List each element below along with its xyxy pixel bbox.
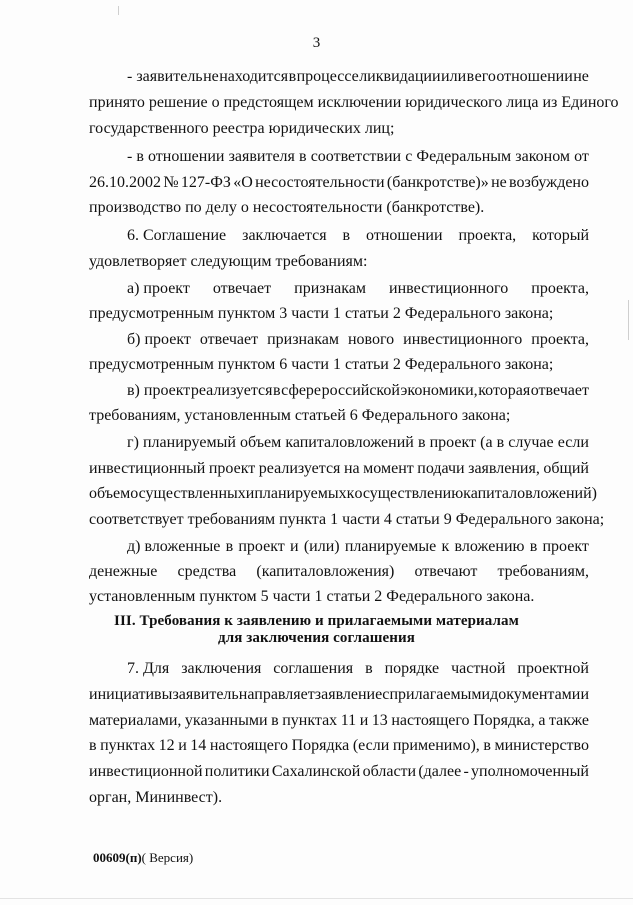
item-d-line-1	[127, 537, 589, 557]
word: которая	[478, 382, 531, 399]
word: применимо),	[392, 737, 480, 754]
word: в	[225, 538, 234, 555]
word: настоящего	[209, 737, 289, 754]
item-v-line-1	[127, 381, 589, 401]
word: проекта,	[531, 331, 589, 348]
word: (или)	[303, 538, 340, 555]
word: 7. Для	[127, 660, 170, 677]
word: 11	[340, 712, 357, 729]
word: -	[463, 763, 469, 780]
item-a-line-1	[127, 279, 589, 299]
word: 14	[190, 737, 207, 754]
word: «О	[233, 174, 253, 191]
para-7-line-6: орган, Мининвест).	[89, 789, 223, 806]
word: а) проект	[127, 280, 190, 297]
word: в	[288, 68, 297, 85]
word: заявитель	[172, 686, 239, 703]
word: не	[203, 68, 219, 85]
word: документами	[490, 686, 581, 703]
word: направляет	[238, 686, 315, 703]
word: осуществлению	[354, 485, 464, 502]
word: (банкротстве)»	[386, 174, 489, 191]
word: заключения	[181, 660, 262, 677]
word: в	[89, 737, 97, 754]
word: в	[365, 660, 373, 677]
word: российской	[321, 382, 400, 399]
para-7-line-3	[89, 711, 589, 731]
word: проектной	[517, 660, 589, 677]
word: экономики,	[400, 382, 478, 399]
word: и	[290, 538, 299, 555]
word: ликвидации	[359, 68, 441, 85]
word: на	[343, 460, 360, 477]
para-liquidation-line-2: принято решение о предстоящем исключении юридического лица из Единого	[89, 94, 619, 111]
word: д) вложенные	[127, 538, 221, 555]
page-number: 3	[312, 35, 321, 51]
item-g-line-1	[127, 433, 589, 453]
word: инвестиционного	[389, 280, 509, 297]
word: случае	[508, 434, 554, 451]
word: в	[496, 434, 505, 451]
section-3-heading-line-2: для заключения соглашения	[218, 630, 415, 646]
word: также	[548, 712, 589, 729]
word: 12	[158, 737, 175, 754]
word: или	[441, 68, 467, 85]
word: уполномоченный	[471, 763, 589, 780]
item-g-line-4: соответствует требованиям пункта 1 части 4 статьи 9 Федерального закона;	[89, 511, 605, 528]
word: заявителя	[228, 148, 295, 165]
word: отвечает	[212, 280, 272, 297]
word: реализуется	[190, 382, 273, 399]
word: отношении	[366, 227, 443, 244]
word: заявление	[314, 686, 383, 703]
item-g-line-3	[89, 484, 598, 504]
word: с	[382, 686, 390, 703]
word: в) проект	[127, 382, 191, 399]
word: а	[538, 712, 546, 729]
para-bankruptcy-line-1	[127, 147, 589, 167]
word: 6. Соглашение	[127, 227, 227, 244]
word: - заявитель	[127, 68, 203, 85]
para-7-line-4	[89, 736, 589, 756]
word: капиталовложений)	[463, 485, 598, 502]
word: сфере	[281, 382, 322, 399]
para-6-line-1	[127, 226, 589, 246]
word: не	[573, 68, 589, 85]
word: проект	[238, 538, 285, 555]
word: материалами,	[89, 712, 182, 729]
word: 26.10.2002	[89, 174, 161, 191]
para-liquidation-line-3: государственного реестра юридических лиц;	[89, 120, 395, 137]
word: отвечает	[530, 382, 589, 399]
word: инвестиционный	[89, 460, 206, 477]
word: в	[342, 227, 351, 244]
word: капиталовложений	[285, 434, 414, 451]
word: (если	[352, 737, 390, 754]
word: несостоятельности	[255, 174, 385, 191]
word: (а	[480, 434, 493, 451]
word: отношении	[148, 148, 225, 165]
item-b-line-1	[127, 330, 589, 350]
word: области	[362, 763, 417, 780]
word: инициативы	[89, 686, 173, 703]
word: заключается	[242, 227, 327, 244]
word: законом	[515, 148, 571, 165]
word: момент	[363, 460, 414, 477]
word: в	[417, 434, 426, 451]
para-bankruptcy-line-3: производство по делу о несостоятельности (банкротстве).	[89, 199, 485, 216]
word: соглашения	[273, 660, 354, 677]
word: планируемый	[142, 434, 236, 451]
word: в	[273, 382, 281, 399]
word: и	[178, 737, 187, 754]
word: с	[405, 148, 413, 165]
word: 13	[371, 712, 388, 729]
word: средства	[177, 563, 237, 580]
word: реализуется	[258, 460, 341, 477]
word: отношении	[496, 68, 573, 85]
word: Порядка	[291, 737, 350, 754]
scan-artifact-bottom	[0, 898, 633, 899]
word: в	[466, 68, 475, 85]
word: прилагаемыми	[389, 686, 491, 703]
word: процессе	[296, 68, 359, 85]
word: к	[441, 538, 450, 555]
word: планируемые	[344, 538, 437, 555]
word: проект	[542, 538, 589, 555]
word: не	[491, 174, 507, 191]
word: пунктах	[100, 737, 156, 754]
word: (капиталовложения)	[256, 563, 395, 580]
para-7-line-2	[89, 685, 589, 705]
word: подачи	[417, 460, 465, 477]
word: в	[529, 538, 538, 555]
word: указанными	[184, 712, 268, 729]
word: проекта,	[458, 227, 517, 244]
word: министерство	[494, 737, 589, 754]
para-6-line-2: удовлетворяет следующим требованиям:	[89, 253, 368, 270]
word: от	[574, 148, 589, 165]
word: планируемых	[254, 485, 347, 502]
word: Порядка,	[473, 712, 535, 729]
word: который	[532, 227, 589, 244]
para-7-line-1	[127, 659, 589, 679]
word: политики	[204, 763, 270, 780]
word: заявления,	[468, 460, 540, 477]
word: (далее	[418, 763, 462, 780]
word: к	[346, 485, 355, 502]
para-bankruptcy-line-2	[89, 173, 589, 193]
word: инвестиционной	[89, 763, 203, 780]
item-d-line-2	[89, 562, 589, 582]
word: Сахалинской	[271, 763, 361, 780]
document-code: 00609(п)	[93, 850, 142, 865]
word: проект	[429, 434, 477, 451]
word: отвечает	[199, 331, 259, 348]
para-7-line-5	[89, 762, 589, 782]
word: частной	[451, 660, 506, 677]
item-g-line-2	[89, 459, 589, 479]
word: инвестиционного	[403, 331, 523, 348]
word: его	[474, 68, 496, 85]
word: объем	[89, 485, 131, 502]
word: №	[163, 174, 179, 191]
word: и	[245, 485, 255, 502]
word: если	[557, 434, 589, 451]
word: возбуждено	[509, 174, 589, 191]
word: в	[271, 712, 279, 729]
word: б) проект	[127, 331, 191, 348]
word: находится	[219, 68, 289, 85]
word: отвечают	[414, 563, 478, 580]
item-v-line-2: требованиям, установленным статьей 6 Федерального закона;	[89, 407, 511, 424]
word: нового	[347, 331, 395, 348]
word: в	[483, 737, 491, 754]
word: 127-ФЗ	[180, 174, 231, 191]
word: осуществленных	[130, 485, 246, 502]
item-b-line-2: предусмотренным пунктом 6 части 1 статьи 2 Федерального закона;	[89, 356, 554, 373]
word: проекта,	[531, 280, 589, 297]
word: Федеральным	[416, 148, 512, 165]
word: настоящего	[391, 712, 470, 729]
word: г)	[127, 434, 139, 451]
section-3-heading-line-1: III. Требования к заявлению и прилагаемыми материалам	[114, 613, 519, 629]
word: и	[359, 712, 369, 729]
para-liquidation-line-1	[127, 67, 589, 87]
word: общий	[543, 460, 589, 477]
item-d-line-3: установленным пунктом 5 части 1 статьи 2 Федерального закона.	[89, 588, 535, 605]
document-footer	[93, 850, 193, 866]
scan-artifact-top	[118, 6, 119, 15]
word: признакам	[267, 331, 339, 348]
word: в	[299, 148, 307, 165]
scan-artifact-right	[628, 300, 629, 340]
word: признакам	[294, 280, 366, 297]
word: проект	[208, 460, 256, 477]
word: требованиям,	[497, 563, 589, 580]
word: - в	[127, 148, 144, 165]
word: соответствии	[310, 148, 402, 165]
word: объем	[239, 434, 282, 451]
document-version: ( Версия)	[141, 850, 194, 865]
word: вложению	[454, 538, 525, 555]
word: пунктах	[282, 712, 338, 729]
word: денежные	[89, 563, 158, 580]
item-a-line-2: предусмотренным пунктом 3 части 1 статьи 2 Федерального закона;	[89, 305, 554, 322]
word: и	[580, 686, 589, 703]
word: порядке	[384, 660, 440, 677]
